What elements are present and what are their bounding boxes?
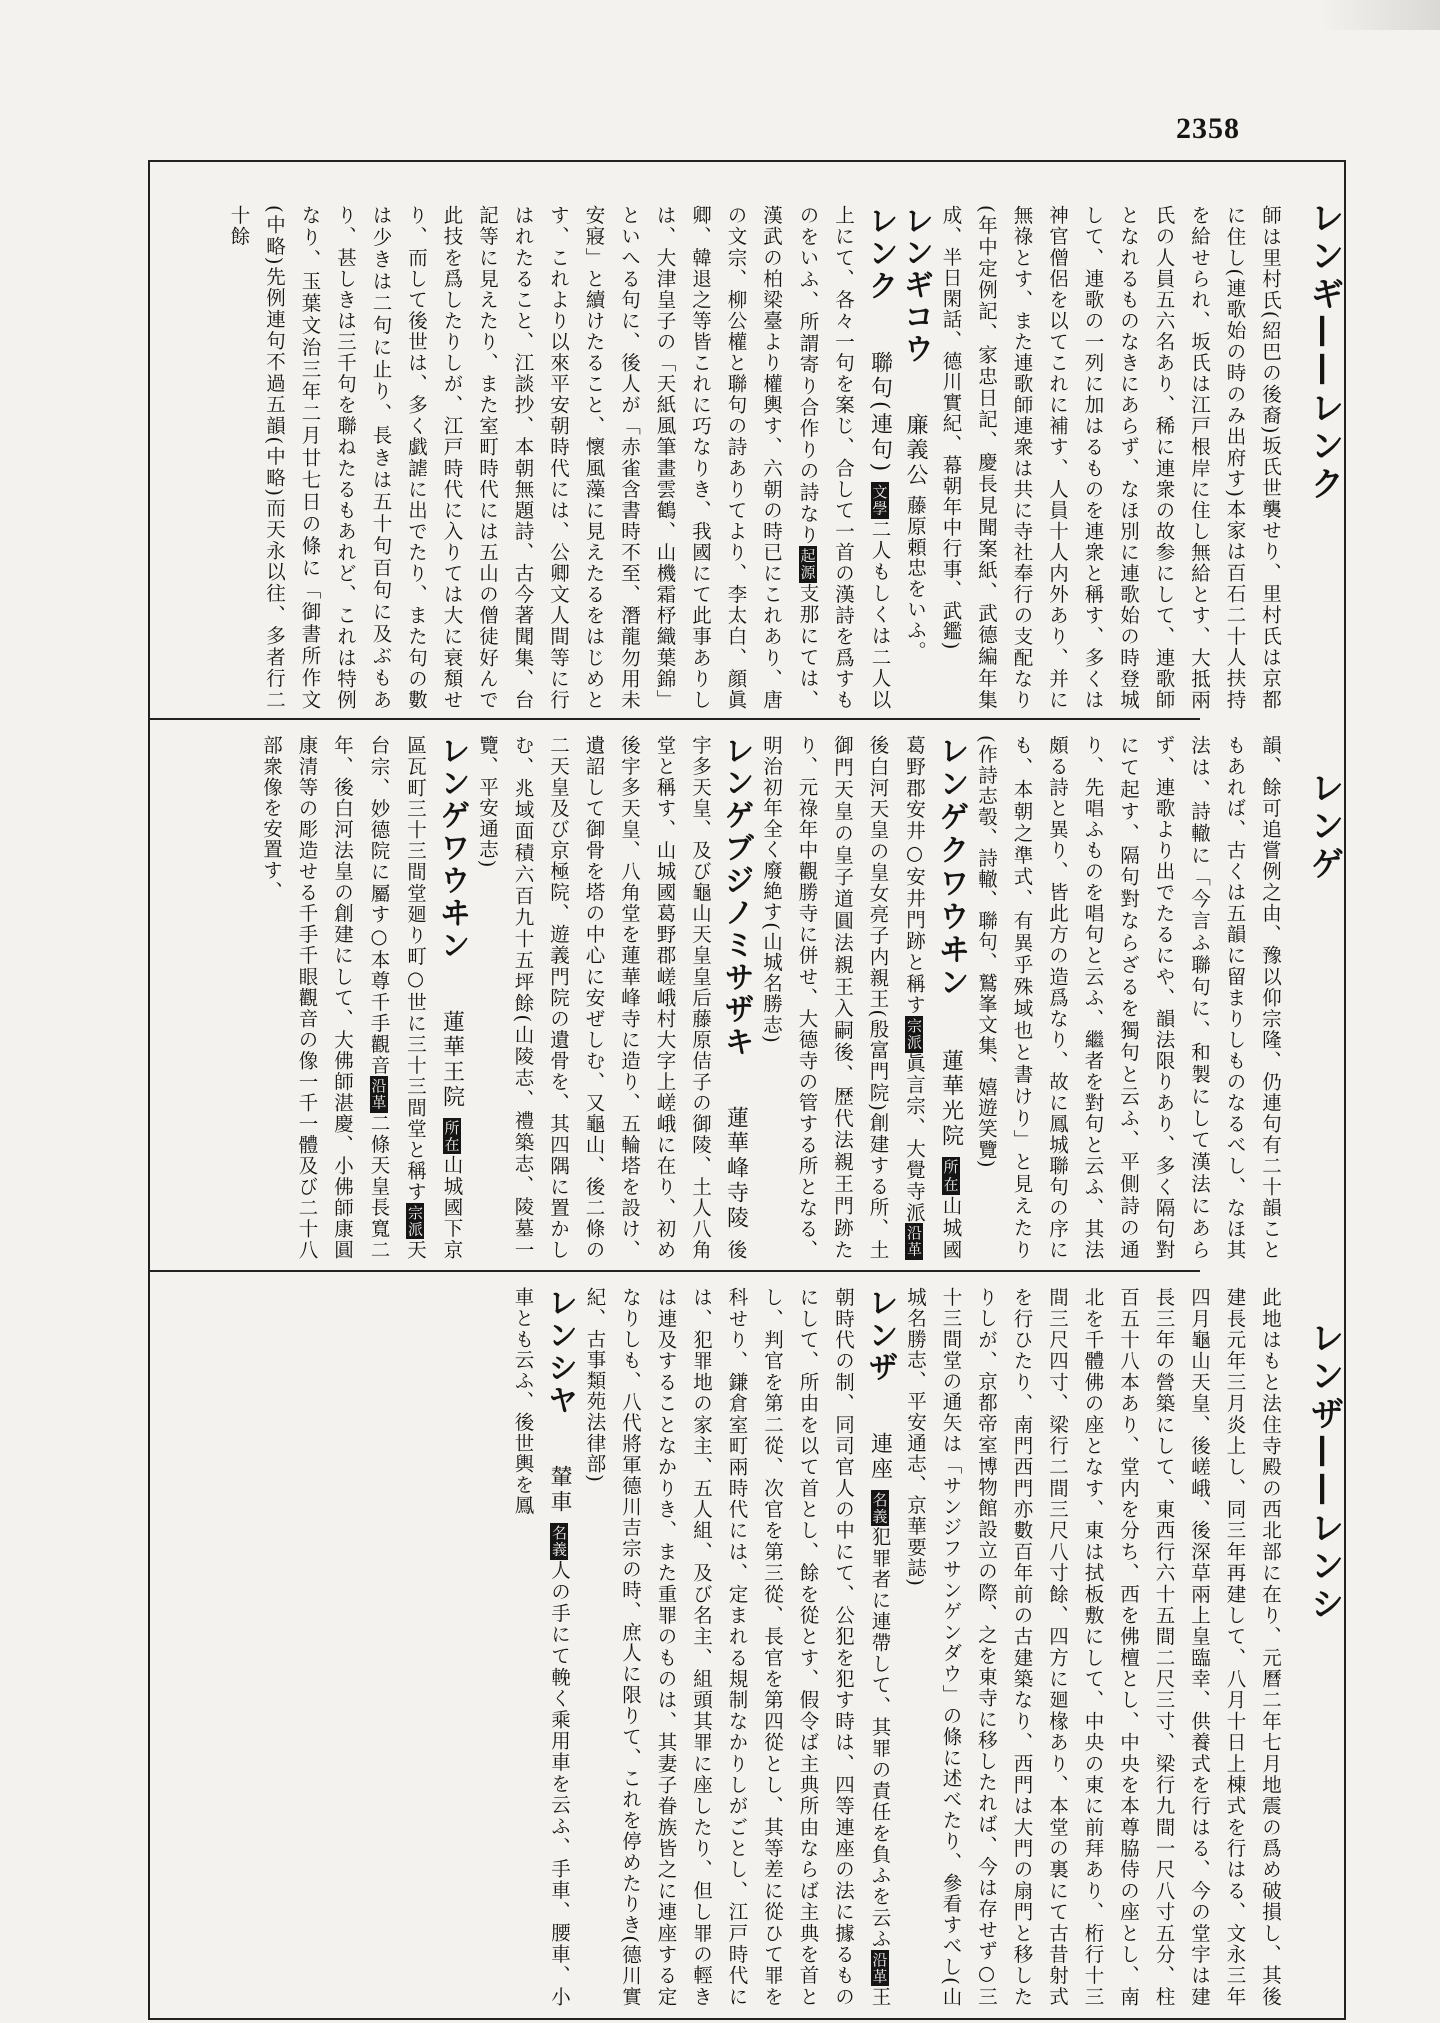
category-tag: 所在 (941, 1159, 960, 1194)
entry-kanji: 連座 (867, 1431, 893, 1482)
entry-rengikou (898, 205, 934, 710)
category-tag: 文學 (870, 483, 889, 517)
paragraph: 師は里村氏(紹巴の後裔)坂氏世襲せり、里村氏は京都に住し(連歌始の時のみ出府す)本家は百石二十人扶持を給せられ、坂氏は江戸根岸に住し無給とす、大抵兩氏の人員五六名あり、稀に連衆の故参にして、連歌師となれるものなきにあらず、なほ別に連歌始の時登城して、連歌の一列に加はるものを連衆と稱す、多くは神官僧侶を以てこれに補す、人員十人内外あり、并に無祿とす、また連歌師連衆は共に寺社奉行の支配なり(年中定例記、家忠日記、慶長見聞案紙、武德編年集成、半日閑話、德川實紀、幕朝年中行事、武鑑) (939, 205, 1282, 710)
entry-body: 王朝時代の制、同司官人の中にて、公犯を犯す時は、四等連座の法に據るものにして、所由を以て首とし、餘を從とす、假令ば主典所由ならば主典を首とし、判官を第二從、次官を第三從、長官を第四從とし、其等差に從ひて罪を科せり、鎌倉室町兩時代には、定まれる規制なかりしがごとし、江戸時代には、犯罪地の家主、五人組、及び名主、組頭其罪に座したり、但し罪の輕きは連及することなかりき、また重罪のものは、其妻子眷族皆之に連座する定なりしも、八代將軍德川吉宗の時、庶人に限りて、これを停めたりき(德川實紀、古事類苑法律部) (583, 1287, 892, 2007)
entry-head: レンゲワウヰン (434, 735, 470, 962)
scan-smudge (1320, 0, 1440, 30)
category-tag: 起源 (798, 547, 817, 581)
entry-body: 山城國下京區瓦町三十三間堂廻り町○世に三十三間堂と稱す (404, 735, 464, 1260)
entry-head: レンゲクワウヰン (933, 735, 969, 1000)
entry-body: 眞言宗、大覺寺派 (903, 1052, 926, 1224)
page-number: 2358 (1176, 112, 1240, 145)
category-tag: 名義 (870, 1491, 889, 1525)
entry-body: 天台宗、妙德院に屬す○本尊千手觀音 (367, 735, 427, 1260)
entry-body: 二人もしくは二人以上にて、各々一句を案じ、合して一首の漢詩を爲すものをいふ、所謂寄り合作りの詩なり (796, 205, 892, 710)
section-top (160, 205, 1288, 710)
category-tag: 沿革 (369, 1078, 388, 1111)
entry-body: 支那にては、漢武の柏梁臺より權輿す、六朝の時已にこれあり、唐の文宗、柳公權と聯句の詩ありてより、李太白、顔眞卿、韓退之等皆これに巧なりき、我國にて此事ありしは、大津皇子の「天紙風筆畫雲鶴、山機霜杼織葉錦」といへる句に、後人が「赤雀含書時不至、潛龍勿用未安寢」と續けたること、懷風藻に見えたるをはじめとす、これより以來平安朝時代には、公卿文人間等に行はれたること、江談抄、本朝無題詩、古今著聞集、台記等に見えたり、また室町時代には五山の僧徒好んで此技を爲したりしが、江戸時代に入りては大に衰頽せり、而して後世は、多く戯謔に出でたり、また句の數は少きは二句に止り、長きは五十句百句に及ぶもあり、甚しきは三千句を聯ねたるもあれど、これは特例なり、玉葉文治三年二月廿七日の條に「御書所作文(中略)先例連句不過五韻(中略)而天永以往、多者行二十餘 (227, 205, 820, 710)
entry-kanji: 輦車 (547, 1465, 572, 1516)
category-tag: 名義 (550, 1525, 568, 1559)
entry-kanji: 聯句(連句) (867, 350, 893, 474)
section-bottom (160, 1287, 1288, 2007)
entry-renku (221, 205, 898, 710)
entry-rengekouin (754, 735, 969, 1260)
entry-rengeouin (254, 735, 470, 1260)
paragraph: 此地はもと法住寺殿の西北部に在り、元曆二年七月地震の爲め破損し、其後建長元年三月炎上し、同三年再建して、八月十日上棟式を行はる、文永三年四月龜山天皇、後嵯峨、後深草兩上皇臨幸、供養式を行はる、今の堂宇は建長三年の營築にして、東西行六十五間二尺三寸、梁行九間一尺八寸五分、柱百五十八本あり、堂内を分ち、西を佛檀とし、中央を本尊脇侍の座とし、南北を千體佛の座となす、東は拭板敷にして、中央の東に前拜あり、桁行十三間三尺四寸、梁行二間三尺八寸餘、四方に廻椽あり、本堂の裏にて古昔射式を行ひたり、南門西門亦數百年前の古建築なり、西門は大門の扇門と移したりしが、京都帝室博物館設立の際、之を東寺に移したれば、今は存せず○三十三間堂の通矢は「サンジフサンゲンダウ」の條に述べたり、參看すべし(山城名勝志、平安通志、京華要誌) (904, 1287, 1282, 2007)
entry-body: 山城國葛野郡安井○安井門跡と稱す (903, 735, 963, 1260)
entry-body: 藤原頼忠をいふ。 (904, 495, 927, 662)
category-tag: 宗派 (905, 1017, 923, 1051)
entry-body: 後宇多天皇、及び龜山天皇皇后藤原佶子の御陵、土人八角堂と稱す、山城國葛野郡嵯峨村大字上嵯峨に在り、初め後宇多天皇、八角堂を蓮華峰寺に造り、五輪塔を設け、遺詔して御骨を塔の中心に安ぜしむ、又龜山、後二條の二天皇及び京極院、遊義門院の遺骨を、其四隅に置かしむ、兆域面積六百九十五坪餘(山陵志、禮築志、陵墓一覽、平安通志) (476, 735, 748, 1260)
entry-head: レンザ (862, 1287, 898, 1385)
category-tag: 宗派 (406, 1204, 424, 1238)
section-middle (160, 735, 1288, 1260)
category-tag: 沿革 (905, 1225, 923, 1259)
header-middle: レンゲ (1304, 770, 1344, 884)
section-divider-bottom (150, 1270, 1200, 1272)
header-bottom: レンザ——レンシ (1304, 1320, 1344, 1624)
category-tag: 所在 (442, 1119, 461, 1153)
entry-kanji: 蓮華光院 (938, 1048, 964, 1149)
entry-head: レンシヤ (542, 1287, 577, 1418)
category-tag: 沿革 (870, 1951, 889, 1985)
paragraph: 韻、餘可追嘗例之由、豫以仰宗隆、仍連句有二十韻こともあれば、古くは五韻に留まりしものなるべし、なほ其法は、詩轍に「今言ふ聯句に、和製にして漢法にあらず、連歌より出でたるにや、韻法限りあり、多く隔句對にて起す、隔句對ならざるを獨句と云ふ、平側詩の通り、先唱ふものを唱句と云ふ、繼者を對句と云ふ、其法頗る詩と異り、皆此方の造爲なり、故に鳳城聯句の序にも、本朝之準式、有異乎殊域也と書けり」と見えたり(作詩志彀、詩轍、聯句、鷲峯文集、嬉遊笑覽) (975, 735, 1282, 1260)
entry-kanji: 蓮華峰寺陵 (723, 1106, 749, 1232)
entry-head: レンギコウ (898, 205, 933, 365)
entry-kanji: 廉義公 (903, 412, 928, 488)
entry-renza (577, 1287, 898, 2007)
entry-body: 犯罪者に連帶して、其罪の責任を負ふを云ふ (868, 1526, 892, 1950)
entry-head: レンゲブジノミサザキ (718, 735, 754, 1059)
section-divider-top (150, 718, 1200, 720)
entry-body: 二條天皇長寬二年、後白河法皇の創建にして、大佛師湛慶、小佛師康圓康清等の彫造せる千手千眼觀音の像一千一體及び二十八部衆像を安置す、 (260, 735, 391, 1260)
header-top: レンギ——レンク (1304, 200, 1344, 504)
entry-head: レンク (862, 205, 898, 303)
entry-rengebujinomisasagi (470, 735, 754, 1260)
entry-rensha (505, 1287, 577, 2007)
entry-kanji: 蓮華王院 (439, 1009, 465, 1110)
entry-body: 人の手にて輓く乘用車を云ふ、手車、腰車、小車とも云ふ、後世輿を鳳 (511, 1287, 571, 2007)
entry-body: 後白河天皇の皇女亮子内親王(殷富門院)創建する所、土御門天皇の皇子道圓法親王入嗣後、歴代法親王門跡たり、元祿年中觀勝寺に併せ、大德寺の管する所となる、明治初年全く廢絶す(山城名勝志) (760, 735, 890, 1260)
